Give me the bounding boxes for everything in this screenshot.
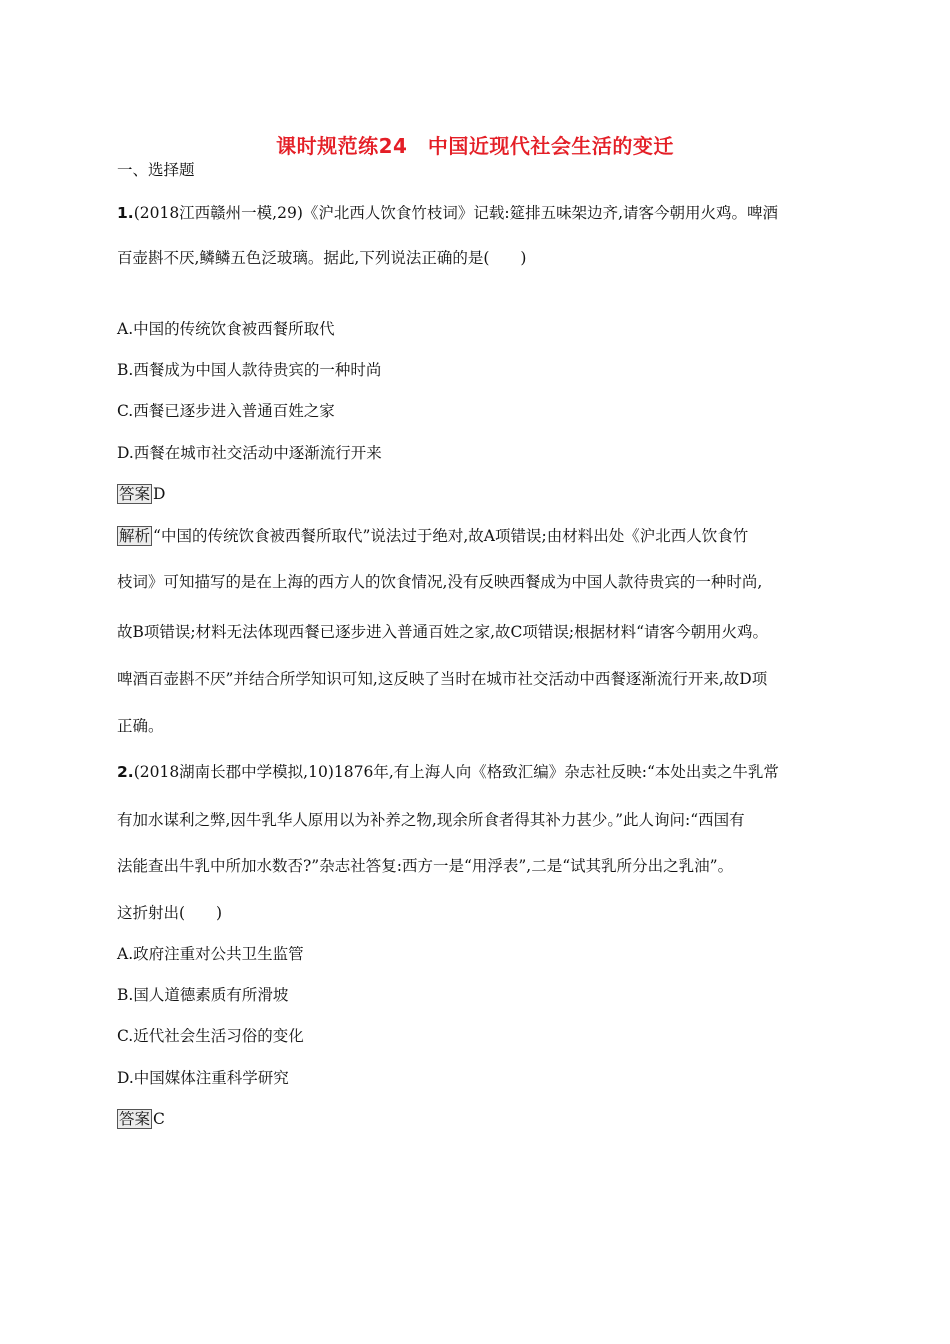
question-1-option-d: D.西餐在城市社交活动中逐渐流行开来: [117, 444, 382, 462]
question-2-stem-line-4: 这折射出( ): [117, 904, 223, 922]
page-title: 课时规范练24 中国近现代社会生活的变迁: [276, 134, 674, 158]
question-2-option-a: A.政府注重对公共卫生监管: [117, 945, 304, 963]
question-2-option-b: B.国人道德素质有所滑坡: [117, 986, 289, 1004]
question-1-number: 1.: [117, 204, 134, 222]
answer-value: D: [153, 485, 166, 503]
question-1-stem-line-2: 百壶斟不厌,鳞鳞五色泛玻璃。据此,下列说法正确的是( ): [117, 249, 527, 267]
question-1-option-a: A.中国的传统饮食被西餐所取代: [117, 320, 335, 338]
answer-value: C: [153, 1110, 165, 1128]
question-1-analysis-line-1: 解析 “中国的传统饮食被西餐所取代”说法过于绝对,故A项错误;由材料出处《沪北西人饮食竹: [119, 527, 749, 545]
question-2-option-c: C.近代社会生活习俗的变化: [117, 1027, 304, 1045]
question-1-option-c: C.西餐已逐步进入普通百姓之家: [117, 402, 335, 420]
question-1-analysis-line-2: 枝词》可知描写的是在上海的西方人的饮食情况,没有反映西餐成为中国人款待贵宾的一种时尚,: [117, 573, 763, 591]
question-2-number: 2.: [117, 763, 134, 781]
question-2-stem-line-2: 有加水谋利之弊,因牛乳华人原用以为补养之物,现余所食者得其补力甚少。”此人询问:“西国有: [117, 811, 745, 829]
question-1-stem-line-1: 1.(2018江西赣州一模,29)《沪北西人饮食竹枝词》记载:筵排五味架边齐,请客今朝用火鸡。啤酒: [117, 204, 779, 222]
question-2-stem-line-1: 2.(2018湖南长郡中学模拟,10)1876年,有上海人向《格致汇编》杂志社反映:“本处出卖之牛乳常: [117, 763, 779, 781]
question-1-option-b: B.西餐成为中国人款待贵宾的一种时尚: [117, 361, 382, 379]
answer-tag: 答案: [119, 1110, 151, 1128]
question-1-analysis-line-5: 正确。: [117, 717, 164, 735]
question-2-option-d: D.中国媒体注重科学研究: [117, 1069, 289, 1087]
question-2-answer: [117, 1109, 165, 1129]
section-heading: 一、选择题: [117, 161, 195, 179]
question-1-answer: [117, 484, 165, 504]
analysis-tag: 解析: [119, 527, 151, 545]
question-1-analysis-line-4: 啤酒百壶斟不厌”并结合所学知识可知,这反映了当时在城市社交活动中西餐逐渐流行开来,故D项: [117, 670, 768, 688]
question-1-analysis-line-3: 故B项错误;材料无法体现西餐已逐步进入普通百姓之家,故C项错误;根据材料“请客今朝用火鸡。: [117, 623, 769, 641]
question-2-stem-line-3: 法能查出牛乳中所加水数否?”杂志社答复:西方一是“用浮表”,二是“试其乳所分出之乳油”。: [117, 857, 734, 875]
answer-tag: 答案: [119, 485, 151, 503]
